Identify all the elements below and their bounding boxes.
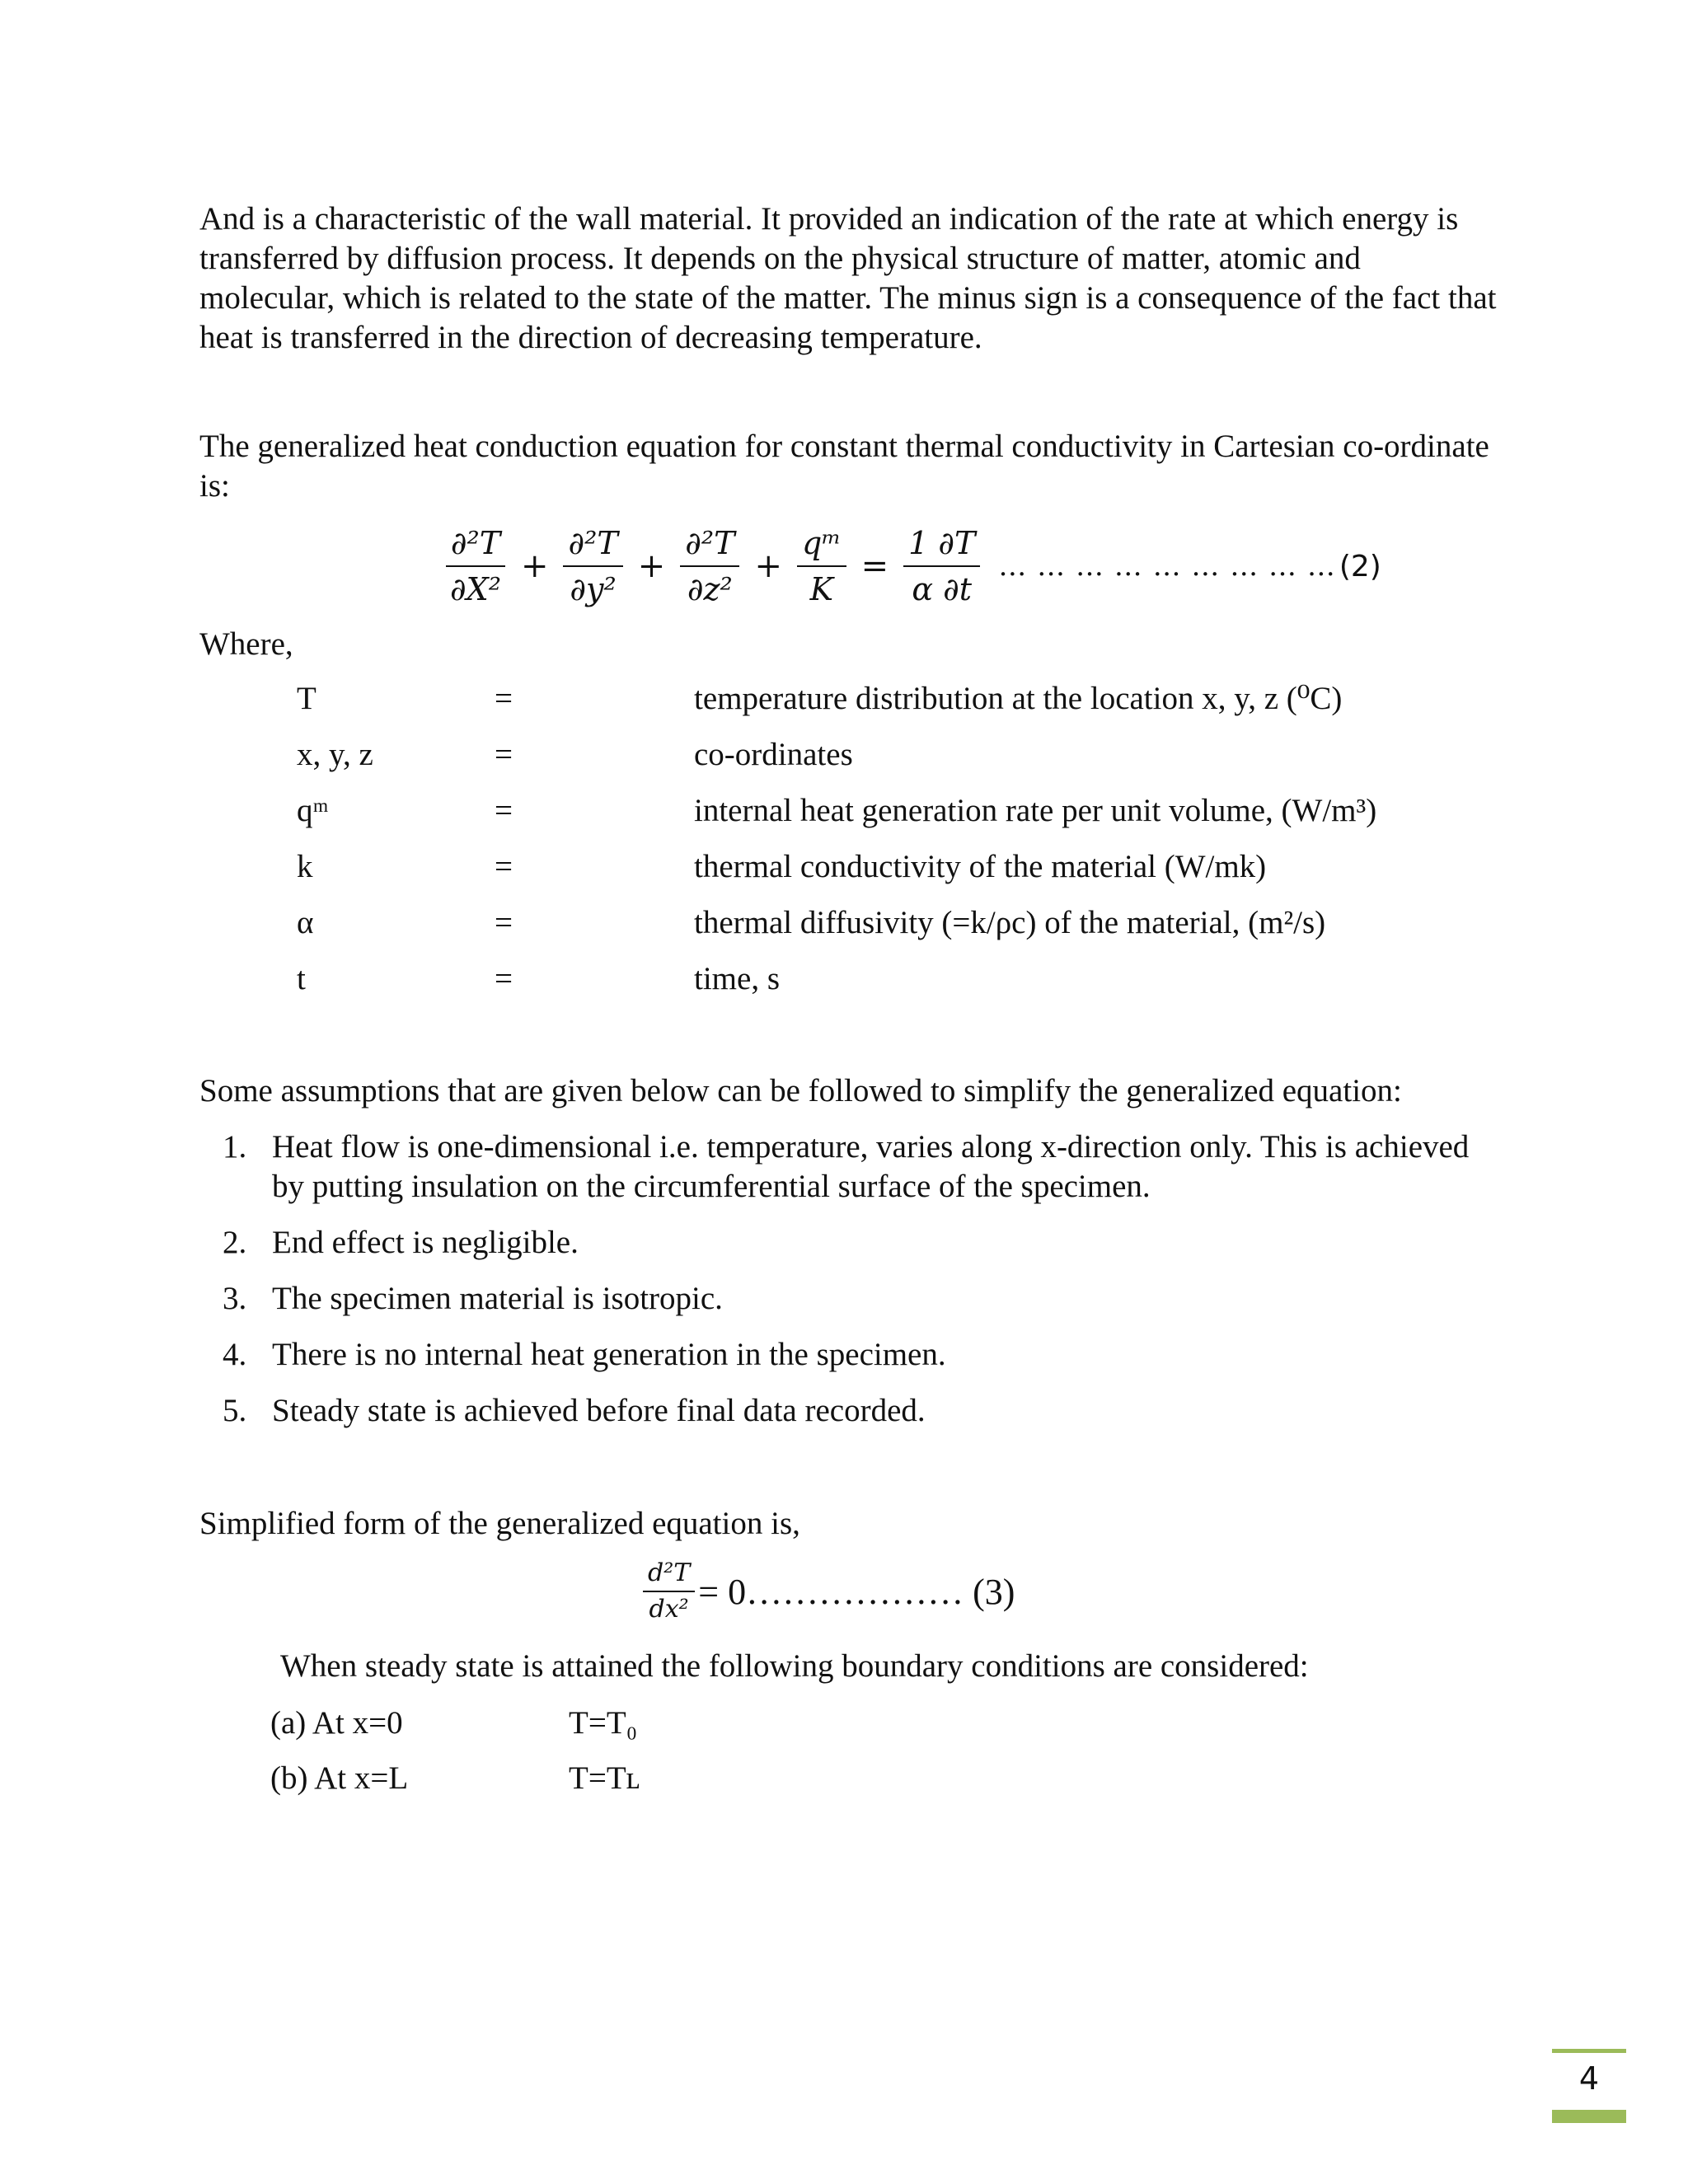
page-number-bottom-bar: [1552, 2110, 1626, 2123]
denominator: ∂X²: [450, 571, 501, 607]
equals-operator: =: [860, 547, 889, 585]
definition-symbol: T: [297, 681, 316, 716]
numerator: ∂²T: [680, 524, 739, 567]
definition-row: [199, 736, 1485, 792]
definitions-table: [199, 680, 1485, 1016]
definition-row: [199, 904, 1485, 960]
page-number-top-rule: [1552, 2049, 1626, 2053]
definition-symbol: k: [297, 849, 313, 884]
list-item: [199, 1279, 1485, 1319]
definition-symbol: α: [297, 905, 314, 940]
plus-operator: +: [754, 547, 782, 585]
definition-description: temperature distribution at the location x, y, z (⁰C): [694, 681, 1343, 716]
definition-equals: =: [495, 905, 513, 940]
page-number: 4: [1578, 2060, 1600, 2097]
simplified-intro: Simplified form of the generalized equation is,: [199, 1506, 800, 1541]
numerator: ∂²T: [563, 524, 622, 567]
assumptions-intro: Some assumptions that are given below can be followed to simplify the generalized equation:: [199, 1073, 1402, 1108]
boundary-conditions-intro: When steady state is attained the following boundary conditions are considered:: [280, 1648, 1309, 1684]
list-item-number: 3.: [223, 1281, 247, 1316]
list-item-number: 1.: [223, 1129, 247, 1165]
denominator: dx²: [649, 1595, 689, 1624]
denominator: α ∂t: [912, 571, 973, 607]
fraction-term-4: [797, 524, 846, 608]
numerator: ∂²T: [446, 524, 505, 567]
definition-description: thermal conductivity of the material (W/mk): [694, 849, 1267, 884]
definition-equals: =: [495, 849, 513, 884]
list-item: [199, 1127, 1485, 1207]
boundary-condition-b: [270, 1760, 930, 1801]
equation-2: [437, 521, 1381, 612]
numerator: 1 ∂T: [903, 524, 980, 567]
paragraph-thermal-conductivity: And is a characteristic of the wall material. It provided an indication of the rate at which energy is transferred by diffusion process. It depends on the physical structure of matter, atomic and molecular, which is related to the state of the matter. The minus sign is a consequence of the fact that heat is transferred in the direction of decreasing temperature.: [199, 201, 1497, 355]
definition-description: internal heat generation rate per unit volume, (W/m³): [694, 793, 1377, 828]
fraction-term-3: [680, 524, 739, 608]
boundary-condition-label: (a) At x=0: [270, 1705, 403, 1741]
definition-equals: =: [495, 793, 513, 828]
definition-equals: =: [495, 681, 513, 716]
fraction-term-1: [445, 524, 506, 608]
list-item: [199, 1335, 1485, 1375]
list-item-number: 5.: [223, 1393, 247, 1428]
denominator: ∂y²: [570, 571, 617, 607]
numerator: qᵐ: [797, 524, 846, 567]
boundary-condition-a: [270, 1704, 930, 1746]
list-item-number: 2.: [223, 1225, 247, 1260]
definition-equals: =: [495, 737, 513, 772]
equation-3-rest: = 0……………… (3): [698, 1571, 1015, 1612]
list-item: [199, 1223, 1485, 1263]
definition-description: thermal diffusivity (=k/ρc) of the material, (m²/s): [694, 905, 1326, 940]
plus-operator: +: [637, 547, 666, 585]
fraction-term-2: [563, 524, 622, 608]
numerator: d²T: [643, 1558, 695, 1592]
definition-symbol: qᵐ: [297, 793, 329, 828]
list-item-text: Steady state is achieved before final data recorded.: [272, 1393, 926, 1428]
paragraph-generalized-equation: The generalized heat conduction equation for constant thermal conductivity in Cartesian co-ordinate is:: [199, 429, 1489, 504]
boundary-condition-value: T=Tʟ: [569, 1760, 640, 1796]
denominator: K: [809, 571, 833, 607]
equation-number: (2): [1339, 549, 1381, 583]
boundary-condition-label: (b) At x=L: [270, 1760, 409, 1796]
assumptions-list: [199, 1127, 1485, 1447]
list-item: [199, 1391, 1485, 1431]
list-item-text: Heat flow is one-dimensional i.e. temperature, varies along x-direction only. This is achieved by putting insulation on the circumferential surface of the specimen.: [272, 1129, 1470, 1204]
definition-description: time, s: [694, 961, 780, 996]
where-label: Where,: [199, 626, 293, 662]
fraction-rhs: [903, 524, 980, 608]
definition-symbol: x, y, z: [297, 737, 373, 772]
definition-row: [199, 960, 1485, 1016]
definition-equals: =: [495, 961, 513, 996]
denominator: ∂z²: [687, 571, 733, 607]
list-item-text: There is no internal heat generation in the specimen.: [272, 1337, 946, 1372]
equation-3: [643, 1558, 1015, 1625]
list-item-number: 4.: [223, 1337, 247, 1372]
list-item-text: The specimen material is isotropic.: [272, 1281, 723, 1316]
plus-operator: +: [520, 547, 549, 585]
equation-leader-dots: … … … … … … … … …: [998, 550, 1336, 583]
definition-row: [199, 848, 1485, 904]
list-item-text: End effect is negligible.: [272, 1225, 579, 1260]
fraction-d2T-dx2: [643, 1558, 695, 1625]
definition-symbol: t: [297, 961, 306, 996]
definition-row: [199, 680, 1485, 736]
definition-row: [199, 792, 1485, 848]
boundary-condition-value: T=T₀: [569, 1705, 638, 1741]
definition-description: co-ordinates: [694, 737, 853, 772]
